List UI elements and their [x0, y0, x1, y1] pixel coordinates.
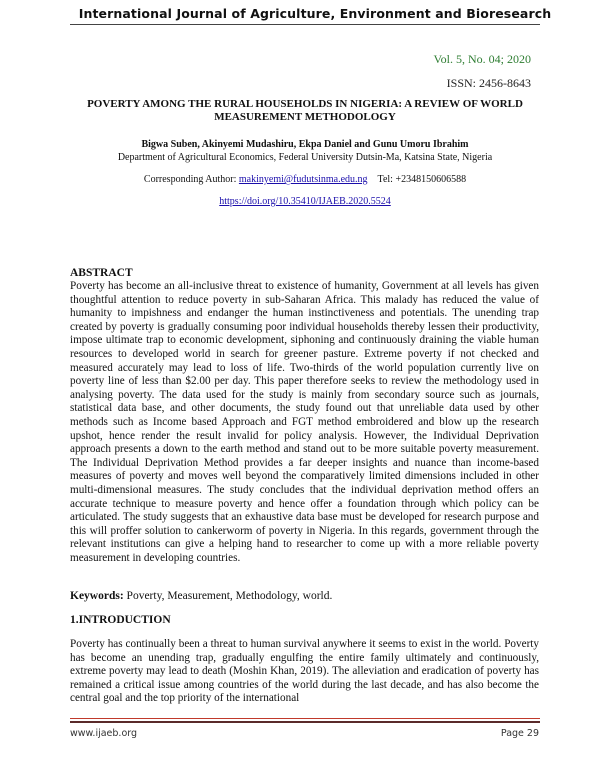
header-divider — [70, 24, 540, 25]
issn: ISSN: 2456-8643 — [446, 76, 531, 90]
introduction-body: Poverty has continually been a threat to human survival anywhere it seems to exist in the world. Poverty has become an unending trap, gradually engulfing the entire family ultimately and continuously, extreme poverty may lead to death (Moshin Khan, 2019). The alleviation and eradication of poverty has remained a critical issue among countries of the world during the last decade, and has also become the central goal and the top priority of the international — [70, 638, 539, 705]
telephone: Tel: +2348150606588 — [377, 174, 467, 185]
corresponding-email-link[interactable]: makinyemi@fudutsinma.edu.ng — [238, 174, 368, 185]
footer-divider-red — [70, 718, 540, 719]
keywords-label: Keywords: — [70, 590, 124, 602]
journal-title: International Journal of Agriculture, Environment and Bioresearch — [78, 6, 552, 21]
volume-info: Vol. 5, No. 04; 2020 — [433, 52, 531, 66]
doi-link[interactable]: https://doi.org/10.35410/IJAEB.2020.5524 — [219, 196, 391, 207]
keywords — [70, 590, 539, 602]
footer-divider-dark — [70, 721, 540, 723]
abstract-body: Poverty has become an all-inclusive threat to existence of humanity, Government at all levels has given thoughtful attention to reduce poverty in sub-Saharan Africa. This malady has reduced the value of humanity to impishness and endanger the human instinctiveness and potentials. The unending trap created by poverty is gradually consuming poor individual households thereby lessen their productivity, impose ultimate trap to economic development, siphoning and continuously draining the viable human resources to developed world in search for greener pasture. Extreme poverty if not checked and measured accurately may lead to loss of life. Two-thirds of the world population currently live on poverty line of less than $2.00 per day. This paper therefore seeks to review the methodology used in analysing poverty. The data used for the study is mainly from secondary source such as journals, statistical data base, and other documents, the study found out that unreliable data used by other methods such as Income based Approach and FGT method embroidered and blow up the research upshot, hence render the result invalid for policy analysis. However, the Individual Deprivation approach presents a down to the earth method and stand out to be more suitable poverty measurement. The Individual Deprivation Method provides a far deeper insights and nuance than income-based measures of poverty and moves well beyond the comparatively limited dimensions included in other multi-dimensional measures. The study concludes that the individual deprivation method offers an accurate technique to measure poverty and hence offer a foundation through which policy can be articulated. The study suggests that an exhaustive data base must be developed for research purpose and this will proffer solution to cankerworm of poverty in Nigeria. In this regards, government through the relevant institutions can give a helping hand to researcher to come up with a more reliable poverty measurement in developing countries. — [70, 280, 539, 564]
doi-line — [70, 196, 540, 207]
affiliation: Department of Agricultural Economics, Federal University Dutsin-Ma, Katsina State, Nigeria — [117, 152, 493, 163]
abstract-heading: ABSTRACT — [70, 267, 133, 279]
footer-website: www.ijaeb.org — [70, 728, 138, 739]
page-number: Page 29 — [500, 728, 539, 739]
introduction-heading: 1.INTRODUCTION — [70, 614, 171, 626]
corresponding-author — [70, 174, 540, 185]
corresponding-label: Corresponding Author: — [143, 174, 239, 185]
paper-title: POVERTY AMONG THE RURAL HOUSEHOLDS IN NIGERIA: A REVIEW OF WORLD MEASUREMENT METHODOLOGY — [87, 98, 523, 123]
authors: Bigwa Suben, Akinyemi Mudashiru, Ekpa Daniel and Gunu Umoru Ibrahim — [141, 139, 469, 150]
keywords-text: Poverty, Measurement, Methodology, world. — [123, 590, 333, 602]
